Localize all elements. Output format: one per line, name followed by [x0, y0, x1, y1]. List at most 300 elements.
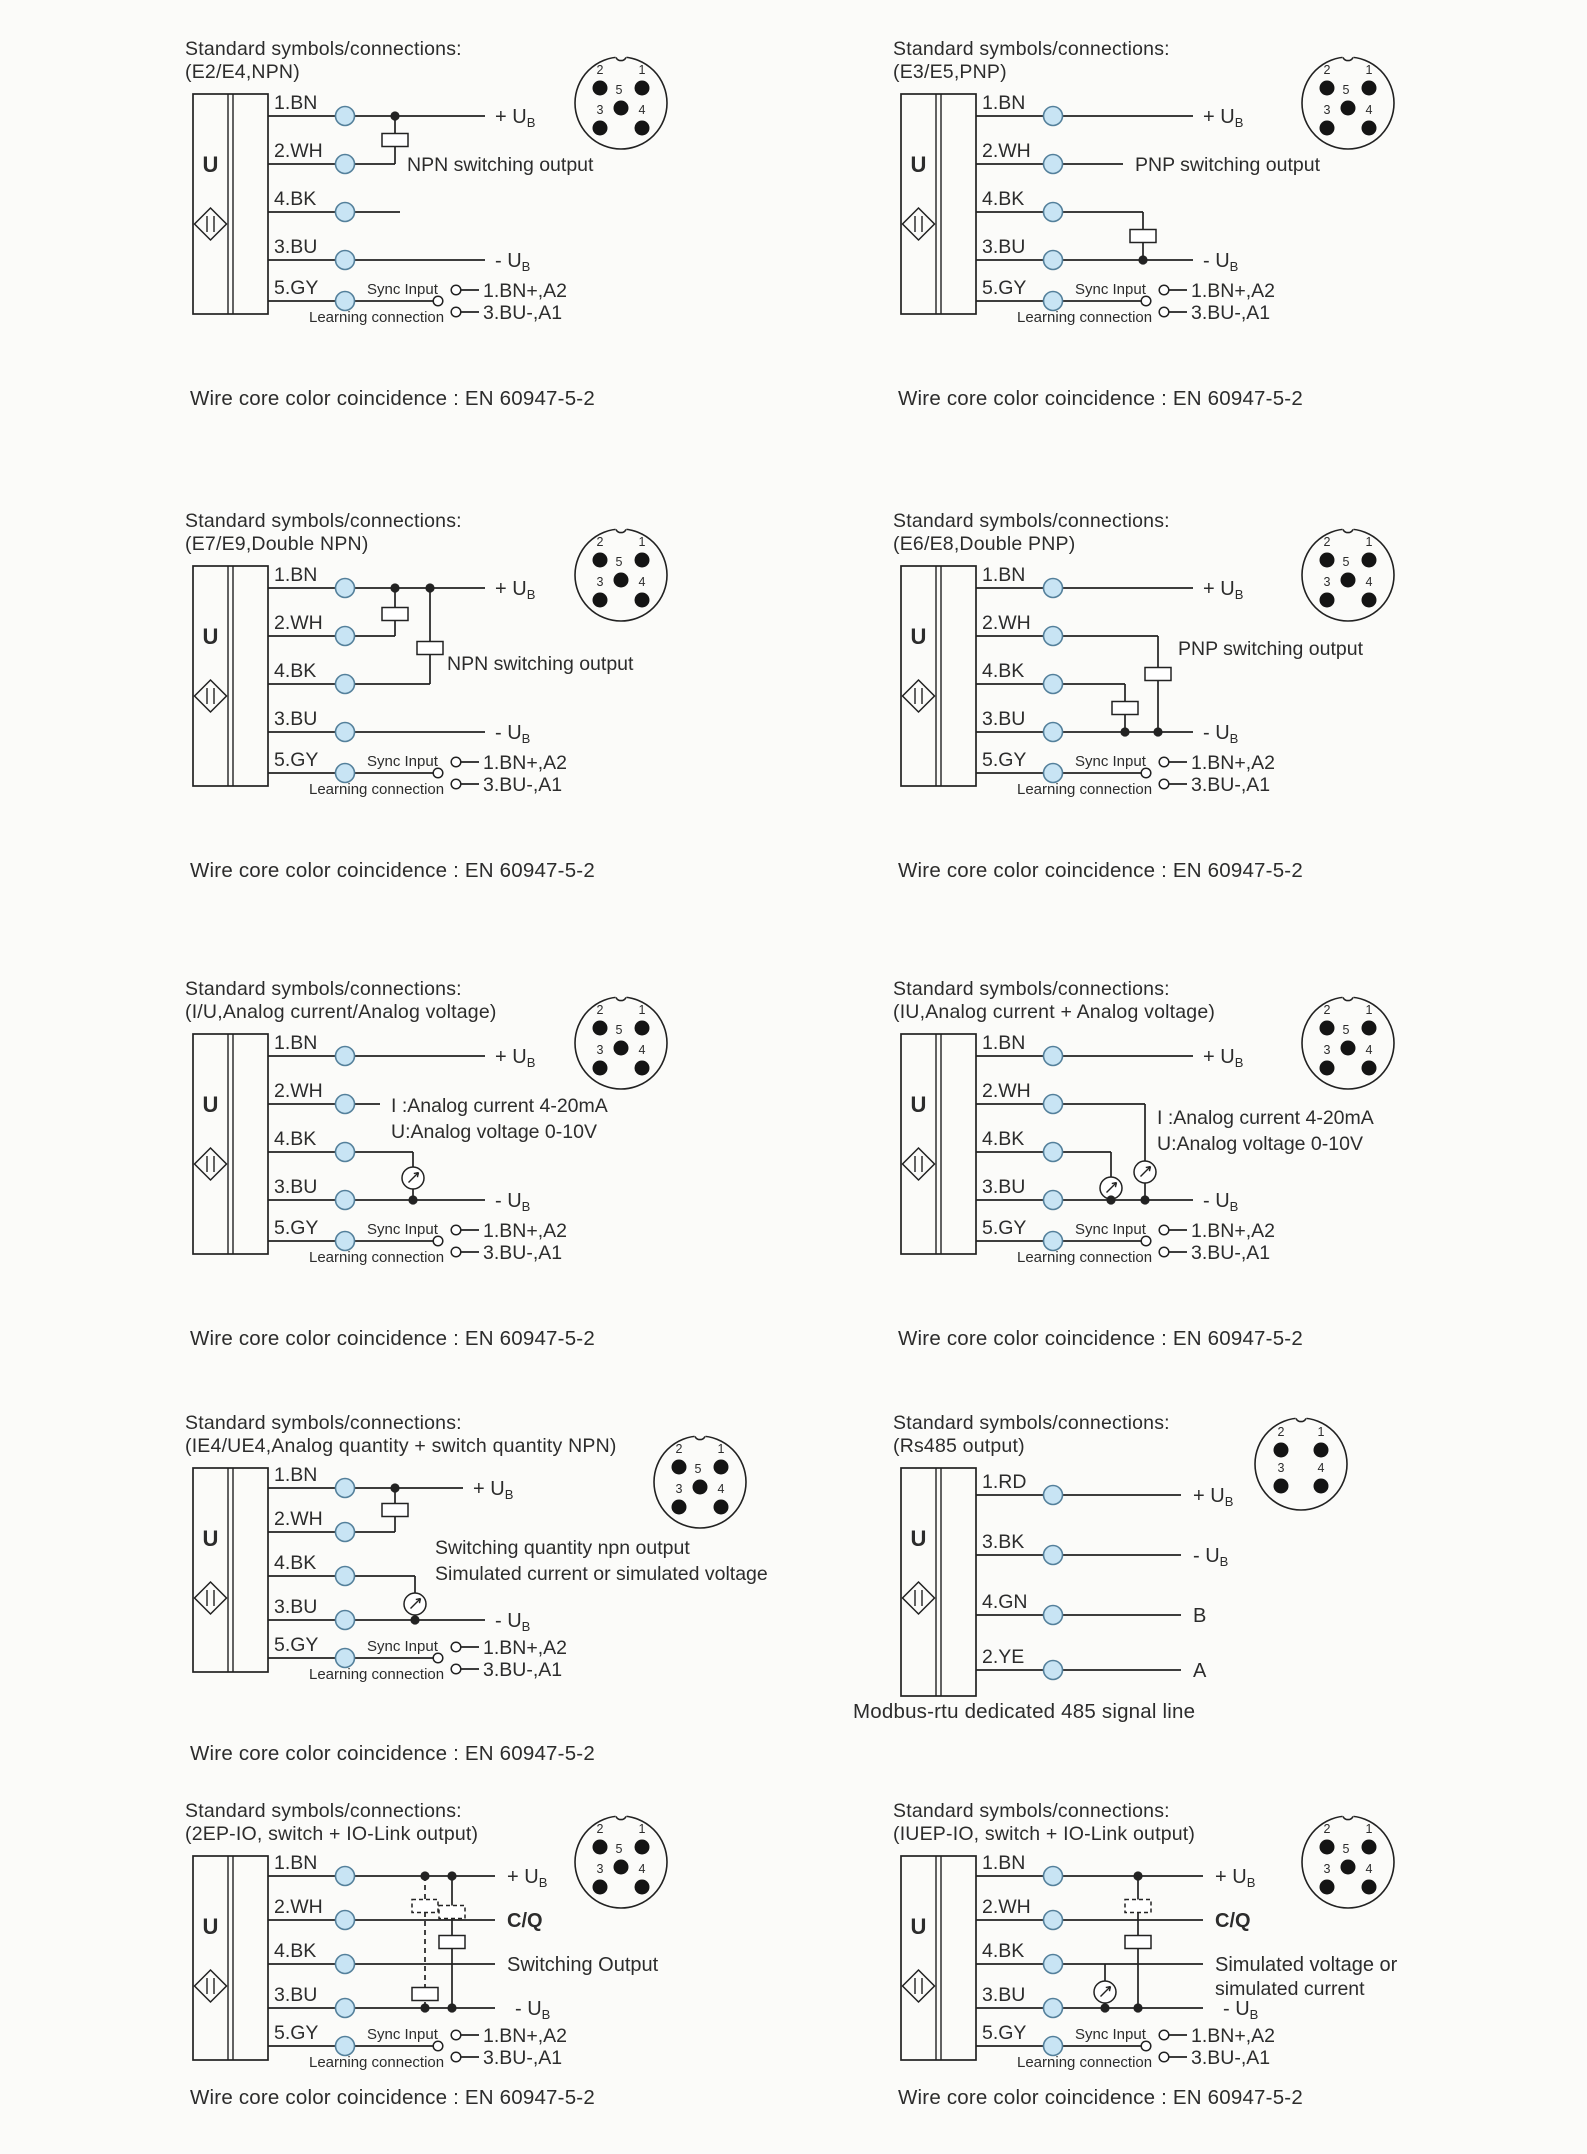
pin-number: 2	[596, 1003, 604, 1017]
sensor-box	[901, 566, 976, 786]
sync-terminal-label: 1.BN+,A2	[1191, 752, 1276, 774]
wire-label: 2.WH	[274, 612, 323, 634]
load-resistor-icon	[439, 1906, 465, 1919]
endpoint-text: - U	[495, 1190, 522, 1212]
junction-dot	[1120, 727, 1129, 736]
annotation-label: I :Analog current 4-20mA	[1157, 1107, 1374, 1129]
wire-label: 5.GY	[274, 749, 319, 771]
pin-number: 2	[1323, 535, 1331, 549]
block-caption: Wire core color coincidence : EN 60947-5-2	[190, 1742, 595, 1765]
endpoint-text: + U	[1203, 1046, 1235, 1068]
pin-number: 3	[1323, 1862, 1331, 1876]
pin-number: 4	[638, 1043, 646, 1057]
pin-number: 5	[615, 83, 623, 97]
terminal-circle	[451, 779, 461, 789]
pin-number: 1	[638, 1003, 646, 1017]
pin-number: 2	[1323, 1003, 1331, 1017]
wire-label: 4.BK	[274, 660, 317, 682]
endpoint-text: - U	[495, 1610, 522, 1632]
terminal-circle	[1159, 1225, 1169, 1235]
endpoint-label	[1193, 1605, 1206, 1627]
wire-terminal-circle	[336, 155, 355, 174]
wire-terminal-circle	[336, 1911, 355, 1930]
learning-connection-label: Learning connection	[309, 1249, 445, 1266]
endpoint-subscript: B	[526, 1055, 536, 1070]
sync-terminal-label: 1.BN+,A2	[483, 1637, 568, 1659]
wire-terminal-circle	[336, 1479, 355, 1498]
sensor-symbol-icon	[903, 680, 935, 712]
endpoint-text: + U	[1203, 578, 1235, 600]
wire-label: 2.WH	[274, 1080, 323, 1102]
wire-label: 1.BN	[274, 1852, 318, 1874]
circuit-diagram	[185, 1460, 885, 1732]
wire-label: 5.GY	[274, 1217, 319, 1239]
junction-dot	[1100, 2003, 1109, 2012]
pin-number: 1	[1365, 63, 1373, 77]
wire-label: 4.BK	[274, 188, 317, 210]
load-resistor-icon	[412, 1988, 438, 2001]
learning-connection-label: Learning connection	[309, 2054, 445, 2071]
wire-label: 3.BU	[982, 1984, 1026, 2006]
endpoint-label	[1203, 1190, 1238, 1214]
terminal-circle	[1159, 779, 1169, 789]
sensor-box	[901, 1034, 976, 1254]
wire-label: 2.WH	[982, 612, 1031, 634]
junction-dot	[420, 1871, 429, 1880]
junction-dot	[447, 1871, 456, 1880]
pin-number: 2	[1323, 63, 1331, 77]
wire-terminal-circle	[336, 1999, 355, 2018]
wire-label: 1.BN	[982, 1852, 1026, 1874]
wire-terminal-circle	[336, 579, 355, 598]
sensor-symbol-icon	[195, 1148, 227, 1180]
pin-number: 5	[694, 1462, 702, 1476]
endpoint-subscript: B	[1246, 1875, 1256, 1890]
sensor-type-label: U	[202, 1092, 219, 1117]
sensor-box	[193, 1034, 268, 1254]
learning-connection-label: Learning connection	[309, 309, 445, 326]
pin-number: 3	[1323, 1043, 1331, 1057]
terminal-circle	[1159, 285, 1169, 295]
block-title: Standard symbols/connections:	[893, 510, 1170, 532]
wire-label: 1.BN	[274, 92, 318, 114]
sync-input-label: Sync Input	[1075, 753, 1146, 770]
wire-label: 1.BN	[274, 1032, 318, 1054]
block-subtitle: (E7/E9,Double NPN)	[185, 533, 369, 555]
sensor-type-label: U	[910, 1092, 927, 1117]
wire-terminal-circle	[336, 1047, 355, 1066]
pin-number: 2	[596, 63, 604, 77]
block-caption: Modbus-rtu dedicated 485 signal line	[853, 1700, 1196, 1723]
endpoint-label	[1203, 578, 1243, 602]
endpoint-text: A	[1193, 1660, 1207, 1682]
wire-label: 3.BU	[274, 1596, 318, 1618]
load-resistor-icon	[1125, 1900, 1151, 1913]
circuit-diagram	[893, 558, 1587, 830]
annotation-label: Simulated current or simulated voltage	[435, 1563, 768, 1585]
pin-number: 1	[1365, 1003, 1373, 1017]
endpoint-text: + U	[1215, 1866, 1247, 1888]
sync-terminal-label: 3.BU-,A1	[1191, 2047, 1271, 2069]
block-subtitle: (IE4/UE4,Analog quantity + switch quantity NPN)	[185, 1435, 617, 1457]
annotation-label: PNP switching output	[1178, 638, 1363, 660]
wire-label: 2.YE	[982, 1646, 1025, 1668]
endpoint-text: - U	[1203, 1190, 1230, 1212]
wire-label: 3.BU	[982, 708, 1026, 730]
pin-number: 3	[1277, 1461, 1285, 1475]
endpoint-label	[1203, 106, 1243, 130]
circuit-diagram	[893, 86, 1587, 358]
terminal-circle	[1159, 2030, 1169, 2040]
pin-number: 2	[596, 535, 604, 549]
wiring-block	[893, 978, 1587, 1350]
wire-terminal-circle	[336, 203, 355, 222]
endpoint-label	[515, 1998, 550, 2022]
wire-terminal-circle	[1044, 627, 1063, 646]
sensor-box	[193, 1468, 268, 1672]
wire-label: 2.WH	[274, 1896, 323, 1918]
pin-number: 2	[675, 1442, 683, 1456]
pin-number: 5	[615, 555, 623, 569]
sync-terminal-label: 1.BN+,A2	[483, 280, 568, 302]
wire-label: 4.BK	[982, 1940, 1025, 1962]
sync-terminal-label: 3.BU-,A1	[1191, 1242, 1271, 1264]
wire-terminal-circle	[336, 1095, 355, 1114]
endpoint-subscript: B	[521, 731, 531, 746]
junction-dot	[1133, 2003, 1142, 2012]
wire-terminal-circle	[336, 1649, 355, 1668]
sensor-type-label: U	[202, 152, 219, 177]
sensor-type-label: U	[910, 624, 927, 649]
wire-label: 4.BK	[982, 188, 1025, 210]
endpoint-text: - U	[1203, 722, 1230, 744]
wiring-block	[893, 510, 1587, 882]
wire-terminal-circle	[1044, 1661, 1063, 1680]
endpoint-text: + U	[495, 578, 527, 600]
endpoint-label	[495, 1190, 530, 1214]
wire-terminal-circle	[336, 1867, 355, 1886]
sync-terminal-label: 3.BU-,A1	[483, 2047, 563, 2069]
learning-connection-label: Learning connection	[309, 1666, 445, 1683]
block-caption: Wire core color coincidence : EN 60947-5-2	[190, 1327, 595, 1350]
endpoint-subscript: B	[1234, 115, 1244, 130]
endpoint-subscript: B	[521, 1199, 531, 1214]
block-caption: Wire core color coincidence : EN 60947-5-2	[190, 2086, 595, 2109]
endpoint-text: + U	[1203, 106, 1235, 128]
junction-dot	[1138, 255, 1147, 264]
endpoint-text: B	[1193, 1605, 1207, 1627]
sensor-symbol-icon	[903, 1148, 935, 1180]
learning-connection-label: Learning connection	[309, 781, 445, 798]
wire-terminal-circle	[1044, 1999, 1063, 2018]
wire-label: 1.BN	[982, 92, 1026, 114]
annotation-label: simulated current	[1215, 1978, 1365, 2000]
block-title: Standard symbols/connections:	[893, 1800, 1170, 1822]
sync-terminal-label: 1.BN+,A2	[483, 2025, 568, 2047]
wire-terminal-circle	[336, 1955, 355, 1974]
wiring-block	[185, 38, 885, 410]
endpoint-text: + U	[1193, 1485, 1225, 1507]
wire-label: 4.BK	[982, 1128, 1025, 1150]
wire-label: 5.GY	[982, 277, 1027, 299]
endpoint-subscript: B	[1229, 731, 1239, 746]
wire-terminal-circle	[1044, 764, 1063, 783]
endpoint-text: + U	[507, 1866, 539, 1888]
endpoint-label	[495, 106, 535, 130]
wire-terminal-circle	[1044, 1143, 1063, 1162]
wiring-block	[853, 1412, 1587, 1762]
endpoint-label	[507, 1954, 659, 1976]
wire-terminal-circle	[1044, 1095, 1063, 1114]
sensor-box	[901, 94, 976, 314]
wire-label: 5.GY	[274, 2022, 319, 2044]
block-subtitle: (IU,Analog current + Analog voltage)	[893, 1001, 1216, 1023]
wiring-block	[893, 38, 1587, 410]
junction-dot	[1133, 1871, 1142, 1880]
endpoint-text: + U	[495, 1046, 527, 1068]
wire-terminal-circle	[336, 1143, 355, 1162]
wire-terminal-circle	[336, 1611, 355, 1630]
junction-dot	[447, 2003, 456, 2012]
endpoint-label	[495, 722, 530, 746]
endpoint-subscript: B	[1234, 1055, 1244, 1070]
terminal-circle	[451, 2030, 461, 2040]
pin-number: 1	[638, 63, 646, 77]
pin-number: 4	[1317, 1461, 1325, 1475]
endpoint-subscript: B	[521, 1619, 531, 1634]
wire-terminal-circle	[336, 1523, 355, 1542]
pin-number: 4	[717, 1482, 725, 1496]
endpoint-text: - U	[1193, 1545, 1220, 1567]
pin-number: 5	[615, 1842, 623, 1856]
wire-terminal-circle	[1044, 1191, 1063, 1210]
endpoint-text: - U	[1223, 1998, 1250, 2020]
endpoint-subscript: B	[541, 2007, 551, 2022]
wire-terminal-circle	[1044, 675, 1063, 694]
endpoint-label	[507, 1910, 543, 1932]
block-subtitle: (Rs485 output)	[893, 1435, 1025, 1457]
annotation-label: I :Analog current 4-20mA	[391, 1095, 608, 1117]
annotation-label: U:Analog voltage 0-10V	[1157, 1133, 1363, 1155]
endpoint-text: + U	[473, 1478, 505, 1500]
sync-terminal-label: 3.BU-,A1	[483, 774, 563, 796]
wire-terminal-circle	[336, 1191, 355, 1210]
junction-dot	[408, 1195, 417, 1204]
endpoint-text: - U	[1203, 250, 1230, 272]
sensor-symbol-icon	[903, 208, 935, 240]
sensor-type-label: U	[910, 152, 927, 177]
wiring-block	[185, 510, 885, 882]
terminal-circle	[451, 1664, 461, 1674]
sync-terminal-label: 1.BN+,A2	[1191, 1220, 1276, 1242]
endpoint-label	[1215, 1910, 1251, 1932]
sensor-type-label: U	[202, 1526, 219, 1551]
block-subtitle: (I/U,Analog current/Analog voltage)	[185, 1001, 497, 1023]
block-caption: Wire core color coincidence : EN 60947-5-2	[898, 387, 1303, 410]
sync-terminal-label: 1.BN+,A2	[1191, 2025, 1276, 2047]
block-title: Standard symbols/connections:	[893, 1412, 1170, 1434]
sensor-box	[901, 1468, 976, 1696]
block-caption: Wire core color coincidence : EN 60947-5-2	[898, 859, 1303, 882]
block-title: Standard symbols/connections:	[185, 1412, 462, 1434]
wire-label: 4.BK	[982, 660, 1025, 682]
wire-terminal-circle	[336, 107, 355, 126]
endpoint-label	[495, 250, 530, 274]
endpoint-subscript: B	[526, 587, 536, 602]
wire-terminal-circle	[336, 1232, 355, 1251]
sensor-symbol-icon	[195, 208, 227, 240]
wire-label: 5.GY	[982, 1217, 1027, 1239]
wire-terminal-circle	[1044, 2037, 1063, 2056]
sync-input-label: Sync Input	[367, 753, 438, 770]
pin-number: 3	[596, 575, 604, 589]
endpoint-text: Switching Output	[507, 1954, 659, 1976]
pin-number: 1	[638, 1822, 646, 1836]
wire-terminal-circle	[336, 251, 355, 270]
endpoint-label	[1223, 1998, 1258, 2022]
endpoint-subscript: B	[538, 1875, 548, 1890]
terminal-circle	[451, 307, 461, 317]
terminal-circle	[451, 757, 461, 767]
block-subtitle: (E2/E4,NPN)	[185, 61, 300, 83]
pin-number: 3	[1323, 103, 1331, 117]
sync-input-label: Sync Input	[1075, 281, 1146, 298]
annotation-label: Switching quantity npn output	[435, 1537, 690, 1559]
pin-number: 4	[638, 103, 646, 117]
endpoint-label	[495, 1610, 530, 1634]
circuit-diagram	[185, 558, 885, 830]
wire-terminal-circle	[336, 723, 355, 742]
sensor-box	[193, 94, 268, 314]
sensor-box	[193, 566, 268, 786]
wire-terminal-circle	[1044, 1606, 1063, 1625]
sync-terminal-label: 1.BN+,A2	[1191, 280, 1276, 302]
endpoint-subscript: B	[1224, 1494, 1234, 1509]
sync-input-label: Sync Input	[367, 2026, 438, 2043]
pin-number: 2	[1323, 1822, 1331, 1836]
circuit-diagram	[185, 86, 885, 358]
endpoint-subscript: B	[1234, 587, 1244, 602]
wire-label: 2.WH	[274, 140, 323, 162]
sensor-symbol-icon	[195, 680, 227, 712]
sync-input-label: Sync Input	[367, 1638, 438, 1655]
learning-connection-label: Learning connection	[1017, 309, 1153, 326]
sync-input-label: Sync Input	[1075, 1221, 1146, 1238]
sync-terminal-label: 3.BU-,A1	[483, 1659, 563, 1681]
annotation-label: PNP switching output	[1135, 154, 1320, 176]
wire-label: 5.GY	[274, 1634, 319, 1656]
wire-label: 5.GY	[982, 2022, 1027, 2044]
learning-connection-label: Learning connection	[1017, 1249, 1153, 1266]
wire-terminal-circle	[1044, 1232, 1063, 1251]
pin-number: 3	[675, 1482, 683, 1496]
pin-number: 1	[1365, 535, 1373, 549]
endpoint-subscript: B	[526, 115, 536, 130]
sync-terminal-label: 3.BU-,A1	[483, 302, 563, 324]
endpoint-text: - U	[495, 722, 522, 744]
terminal-circle	[451, 1642, 461, 1652]
block-title: Standard symbols/connections:	[893, 38, 1170, 60]
wire-terminal-circle	[1044, 1486, 1063, 1505]
pin-number: 3	[1323, 575, 1331, 589]
load-resistor-icon	[1145, 668, 1171, 681]
block-title: Standard symbols/connections:	[185, 38, 462, 60]
wire-terminal-circle	[336, 764, 355, 783]
endpoint-subscript: B	[504, 1487, 514, 1502]
endpoint-label	[495, 578, 535, 602]
wire-label: 3.BK	[982, 1531, 1025, 1553]
endpoint-label	[1193, 1660, 1207, 1682]
wire-label: 2.WH	[982, 1080, 1031, 1102]
wiring-block	[185, 1800, 885, 2150]
sensor-type-label: U	[910, 1914, 927, 1939]
wire-label: 5.GY	[982, 749, 1027, 771]
sensor-type-label: U	[910, 1526, 927, 1551]
annotation-label: NPN switching output	[447, 653, 634, 675]
wire-label: 1.BN	[274, 564, 318, 586]
annotation-label: NPN switching output	[407, 154, 594, 176]
wire-terminal-circle	[1044, 1911, 1063, 1930]
sync-terminal-label: 1.BN+,A2	[483, 1220, 568, 1242]
endpoint-label	[1193, 1545, 1228, 1569]
pin-number: 1	[1365, 1822, 1373, 1836]
wire-label: 1.BN	[982, 1032, 1026, 1054]
block-subtitle: (E3/E5,PNP)	[893, 61, 1007, 83]
wire-terminal-circle	[1044, 155, 1063, 174]
junction-dot	[420, 2003, 429, 2012]
pin-dot	[1314, 1443, 1329, 1458]
pin-number: 4	[1365, 575, 1373, 589]
wire-label: 3.BU	[274, 236, 318, 258]
sync-input-label: Sync Input	[367, 281, 438, 298]
pin-number: 4	[1365, 1862, 1373, 1876]
pin-number: 5	[1342, 83, 1350, 97]
endpoint-label	[507, 1866, 547, 1890]
endpoint-subscript: B	[1219, 1554, 1229, 1569]
sensor-symbol-icon	[195, 1582, 227, 1614]
load-resistor-icon	[382, 134, 408, 147]
endpoint-label	[495, 1046, 535, 1070]
learning-connection-label: Learning connection	[1017, 2054, 1153, 2071]
pin-number: 3	[596, 1862, 604, 1876]
sensor-type-label: U	[202, 1914, 219, 1939]
sync-terminal-label: 3.BU-,A1	[1191, 302, 1271, 324]
junction-dot	[1106, 1195, 1115, 1204]
endpoint-subscript: B	[1249, 2007, 1259, 2022]
endpoint-text: C/Q	[1215, 1910, 1251, 1932]
wire-terminal-circle	[336, 675, 355, 694]
junction-dot	[1140, 1195, 1149, 1204]
endpoint-subscript: B	[1229, 1199, 1239, 1214]
annotation-label: U:Analog voltage 0-10V	[391, 1121, 597, 1143]
wire-label: 1.BN	[274, 1464, 318, 1486]
pin-number: 1	[1317, 1425, 1325, 1439]
wire-label: 5.GY	[274, 277, 319, 299]
wiring-block	[893, 1800, 1587, 2150]
block-subtitle: (2EP-IO, switch + IO-Link output)	[185, 1823, 479, 1845]
endpoint-text: - U	[495, 250, 522, 272]
load-resistor-icon	[382, 1504, 408, 1517]
terminal-circle	[451, 2052, 461, 2062]
load-resistor-icon	[1125, 1936, 1151, 1949]
endpoint-subscript: B	[521, 259, 531, 274]
wire-terminal-circle	[336, 2037, 355, 2056]
pin-number: 4	[1365, 103, 1373, 117]
sync-terminal-label: 1.BN+,A2	[483, 752, 568, 774]
wire-terminal-circle	[1044, 1047, 1063, 1066]
sensor-symbol-icon	[903, 1582, 935, 1614]
wire-label: 3.BU	[982, 1176, 1026, 1198]
